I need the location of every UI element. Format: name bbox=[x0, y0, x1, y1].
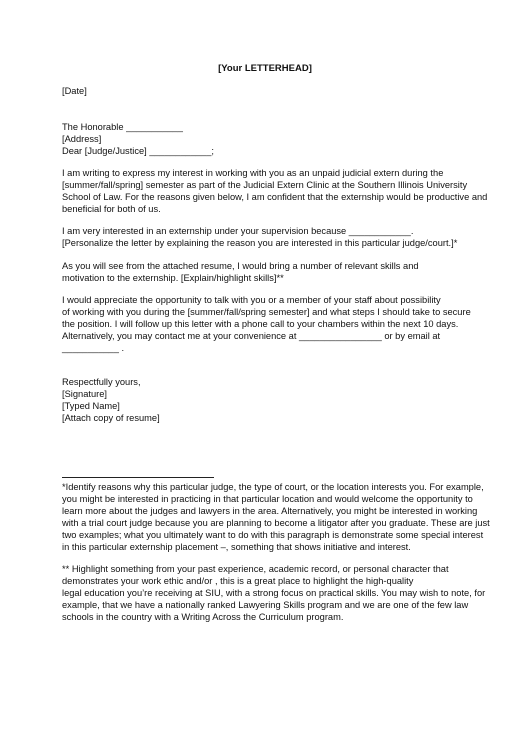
paragraph-line: Alternatively, you may contact me at your convenience at ________________ or by email at bbox=[62, 331, 441, 341]
recipient-address: [Address] bbox=[62, 134, 102, 144]
footnote-line: learn more about the judges and lawyers in the area. Alternatively, you might be interested in working bbox=[62, 506, 478, 516]
attachment-line: [Attach copy of resume] bbox=[62, 413, 160, 423]
footnote-line: ** Highlight something from your past experience, academic record, or personal character that bbox=[62, 564, 449, 574]
recipient-honorable: The Honorable ___________ bbox=[62, 122, 183, 132]
paragraph-line: beneficial for both of us. bbox=[62, 204, 161, 214]
footnote-line: in this particular externship placement –, something that shows initiative and interest. bbox=[62, 542, 411, 552]
date-line: [Date] bbox=[62, 86, 87, 96]
footnote-line: example, that we have a nationally ranked Lawyering Skills program and we are one of the few law bbox=[62, 600, 469, 610]
footnote-divider bbox=[62, 477, 214, 478]
paragraph-line: ___________ . bbox=[62, 343, 125, 353]
paragraph-line: I would appreciate the opportunity to talk with you or a member of your staff about possibility bbox=[62, 295, 441, 305]
footnote-line: with a trial court judge because you are planning to become a litigator after you graduate. These are just bbox=[62, 518, 490, 528]
paragraph-line: I am very interested in an externship under your supervision because ____________. bbox=[62, 226, 414, 236]
footnote-line: you might be interested in practicing in that particular location and would welcome the opportunity to bbox=[62, 494, 473, 504]
paragraph-line: [Personalize the letter by explaining the reason you are interested in this particular judge/court.]* bbox=[62, 238, 458, 248]
footnote-line: *Identify reasons why this particular judge, the type of court, or the location interests you. For example, bbox=[62, 482, 484, 492]
paragraph-line: of working with you during the [summer/fall/spring semester] and what steps I should take to secure bbox=[62, 307, 471, 317]
footnote-line: two examples; what you ultimately want to do with this paragraph is demonstrate some special interest bbox=[62, 530, 484, 540]
signature-line: [Signature] bbox=[62, 389, 107, 399]
paragraph-line: I am writing to express my interest in working with you as an unpaid judicial extern during the bbox=[62, 168, 444, 178]
paragraph-line: the position. I will follow up this letter with a phone call to your chambers within the next 10 days. bbox=[62, 319, 459, 329]
paragraph-line: As you will see from the attached resume, I would bring a number of relevant skills and bbox=[62, 261, 419, 271]
letterhead: [Your LETTERHEAD] bbox=[218, 63, 312, 74]
footnote-line: legal education you’re receiving at SIU, with a strong focus on practical skills. You may wish to note, for bbox=[62, 588, 486, 598]
paragraph-line: School of Law. For the reasons given below, I am confident that the externship would be productive and bbox=[62, 192, 488, 202]
footnote-line: demonstrates your work ethic and/or , this is a great place to highlight the high-quality bbox=[62, 576, 414, 586]
salutation: Dear [Judge/Justice] ____________; bbox=[62, 146, 214, 156]
typed-name-line: [Typed Name] bbox=[62, 401, 120, 411]
footnote-line: schools in the country with a Writing Across the Curriculum program. bbox=[62, 612, 344, 622]
paragraph-line: motivation to the externship. [Explain/highlight skills]** bbox=[62, 273, 284, 283]
closing-line: Respectfully yours, bbox=[62, 377, 141, 387]
paragraph-line: [summer/fall/spring] semester as part of the Judicial Extern Clinic at the Southern Illinois University bbox=[62, 180, 468, 190]
